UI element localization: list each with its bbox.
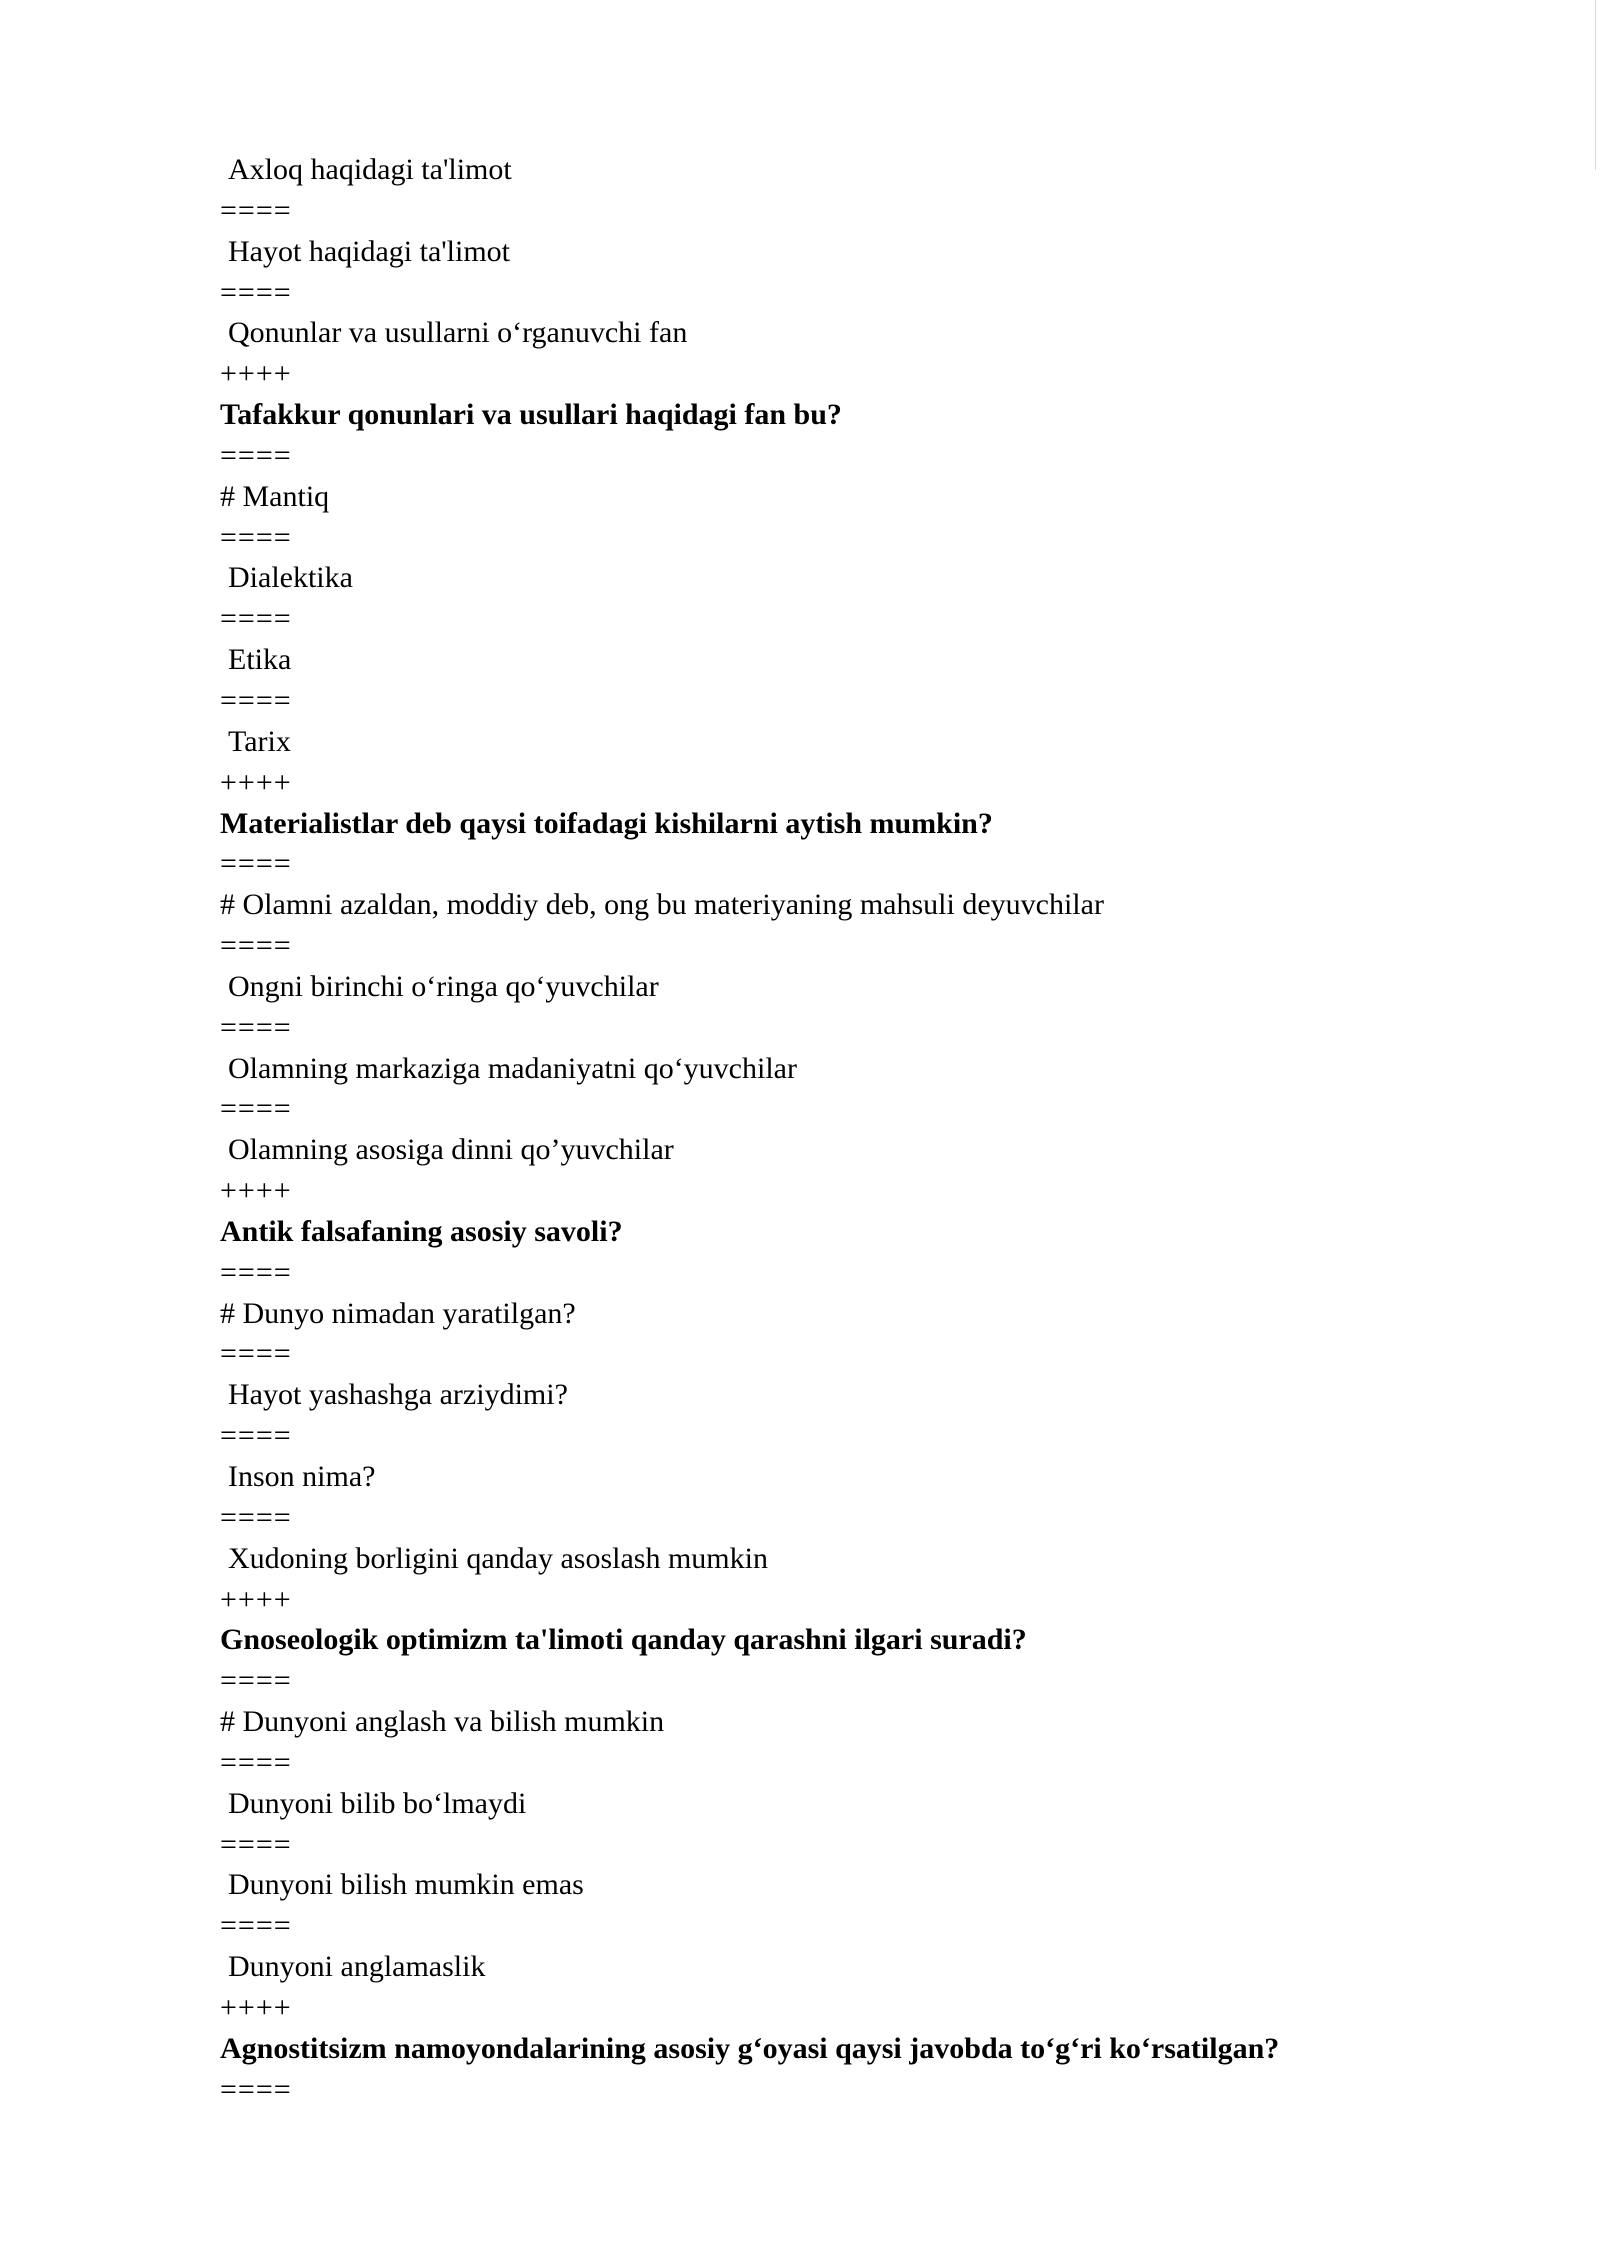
- question-text: Materialistlar deb qaysi toifadagi kishilarni aytish mumkin?: [220, 806, 993, 840]
- answer-option: Dunyoni bilish mumkin emas: [228, 1868, 584, 1902]
- separator-line: ====: [220, 1500, 292, 1534]
- separator-line: ====: [220, 683, 292, 717]
- answer-option: Qonunlar va usullarni o‘rganuvchi fan: [228, 316, 688, 350]
- answer-option: Dunyoni anglamaslik: [228, 1950, 486, 1984]
- document-body: [220, 150, 1420, 2111]
- separator-line: ====: [220, 1092, 292, 1126]
- separator-line: ++++: [220, 1582, 292, 1616]
- separator-line: ++++: [220, 765, 292, 799]
- separator-line: ====: [220, 1827, 292, 1861]
- separator-line: ====: [220, 929, 292, 963]
- separator-line: ====: [220, 1419, 292, 1453]
- question-text: Gnoseologik optimizm ta'limoti qanday qarashni ilgari suradi?: [220, 1623, 1027, 1657]
- answer-option: Dialektika: [228, 561, 353, 595]
- separator-line: ====: [220, 1664, 292, 1698]
- answer-option: Etika: [228, 643, 292, 677]
- answer-option: Olamning markaziga madaniyatni qo‘yuvchilar: [228, 1051, 797, 1085]
- question-text: Agnostitsizm namoyondalarining asosiy g‘oyasi qaysi javobda to‘g‘ri ko‘rsatilgan?: [220, 2031, 1280, 2065]
- separator-line: ++++: [220, 1174, 292, 1208]
- answer-option: Inson nima?: [228, 1460, 376, 1493]
- answer-option: Hayot yashashga arziydimi?: [228, 1378, 568, 1412]
- separator-line: ====: [220, 847, 292, 881]
- separator-line: ====: [220, 1745, 292, 1779]
- answer-option: Olamning asosiga dinni qo’yuvchilar: [228, 1133, 674, 1167]
- correct-answer-option: # Dunyo nimadan yaratilgan?: [220, 1296, 576, 1330]
- separator-line: ====: [220, 438, 292, 472]
- question-text: Tafakkur qonunlari va usullari haqidagi fan bu?: [220, 398, 842, 432]
- separator-line: ====: [220, 1010, 292, 1044]
- separator-line: ====: [220, 1337, 292, 1371]
- separator-line: ====: [220, 275, 292, 309]
- answer-option: Tarix: [228, 724, 291, 758]
- separator-line: ====: [220, 1909, 292, 1943]
- separator-line: ====: [220, 193, 292, 227]
- question-text: Antik falsafaning asosiy savoli?: [220, 1214, 623, 1248]
- answer-option: Axloq haqidagi ta'limot: [228, 153, 512, 186]
- separator-line: ====: [220, 520, 292, 554]
- separator-line: ++++: [220, 1990, 292, 2024]
- correct-answer-option: # Olamni azaldan, moddiy deb, ong bu materiyaning mahsuli deyuvchilar: [220, 888, 1104, 922]
- answer-option: Xudoning borligini qanday asoslash mumkin: [228, 1541, 768, 1575]
- separator-line: ====: [220, 602, 292, 636]
- answer-option: Hayot haqidagi ta'limot: [228, 234, 511, 268]
- separator-line: ====: [220, 2072, 292, 2106]
- page-edge-divider: [1595, 0, 1596, 170]
- answer-option: Dunyoni bilib bo‘lmaydi: [228, 1786, 527, 1820]
- correct-answer-option: # Mantiq: [220, 479, 330, 513]
- answer-option: Ongni birinchi o‘ringa qo‘yuvchilar: [228, 969, 659, 1003]
- separator-line: ++++: [220, 357, 292, 391]
- correct-answer-option: # Dunyoni anglash va bilish mumkin: [220, 1705, 665, 1739]
- separator-line: ====: [220, 1255, 292, 1289]
